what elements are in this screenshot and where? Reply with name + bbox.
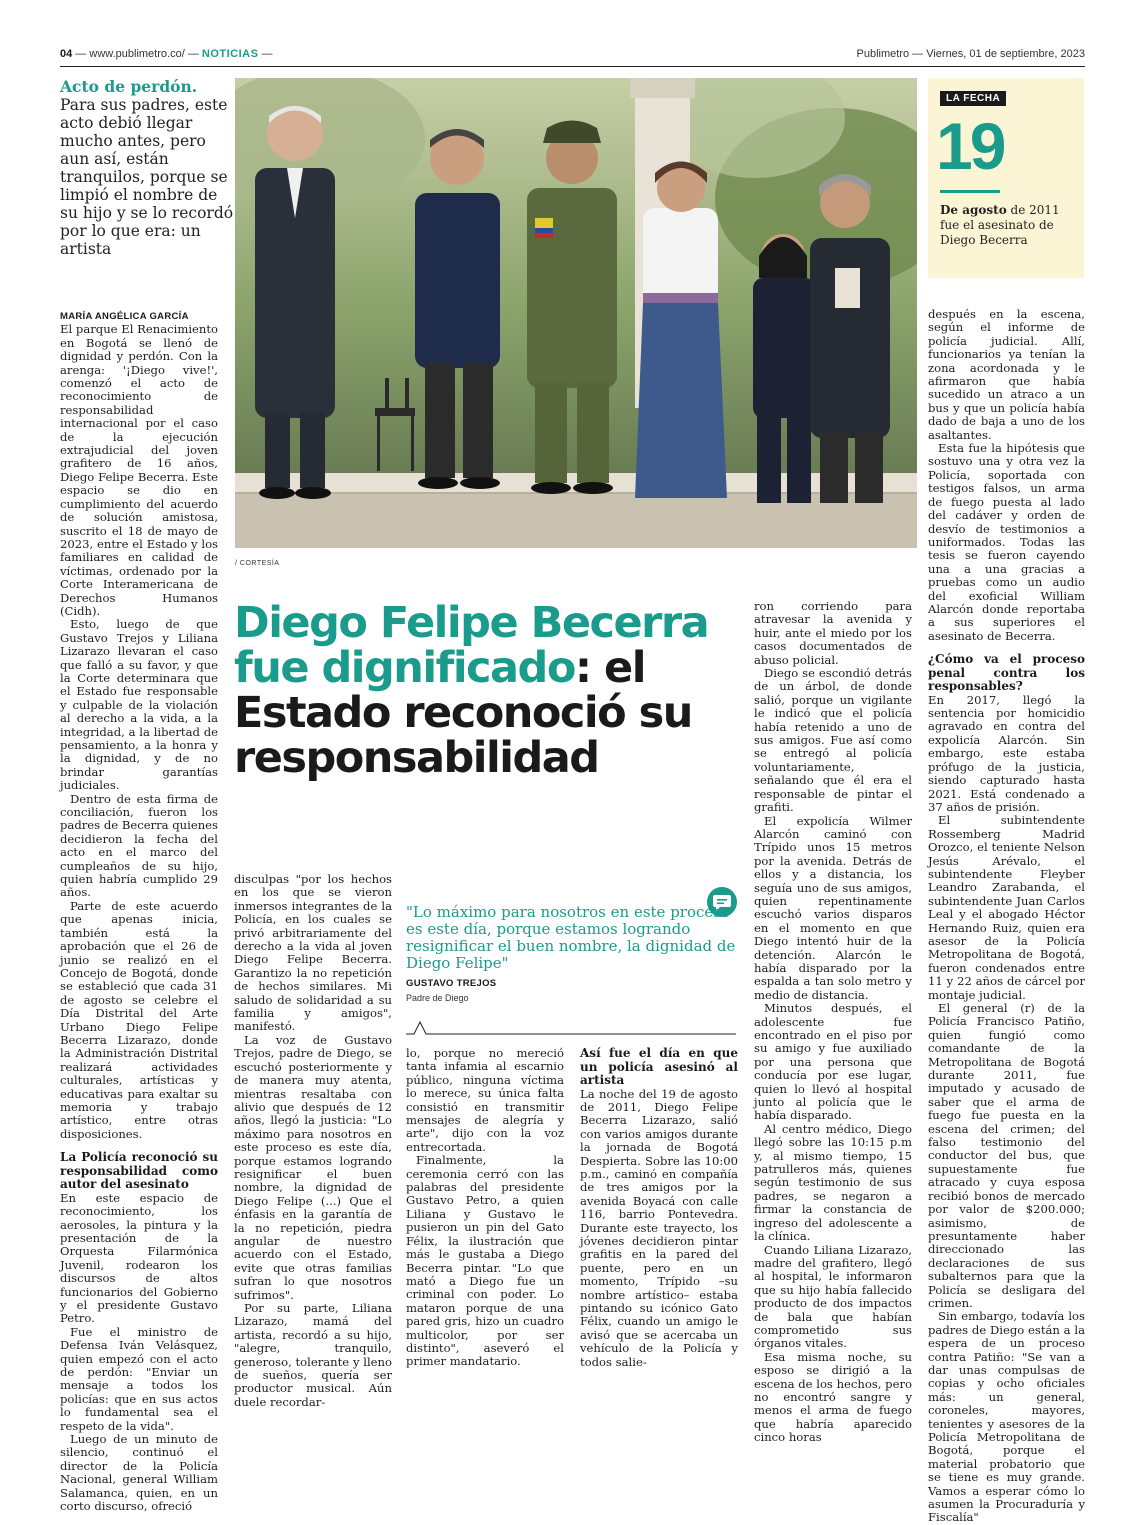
paragraph: Por su parte, Liliana Lizarazo, mamá del artista, recordó a su hijo, "alegre, tranquilo, generoso, tolerante y lleno de sueños, quería ser productor musical. Aún duele recordar-: [234, 1301, 392, 1409]
paragraph: Parte de este acuerdo que apenas inicia, también está la aprobación que el 26 de junio se realizó en el Concejo de Bogotá, donde se estableció que cada 31 de agosto se celebre el Día Distrital del Arte Urbano Diego Felipe Becerra Lizarazo, donde la Administración Distrital realizará actividades culturales, artísticas y educativas para exaltar su memoria y trabajo artístico, entre otras disposiciones.: [60, 898, 218, 1141]
pull-quote-role: Padre de Diego: [406, 993, 469, 1003]
paragraph: Diego se escondió detrás de un árbol, de donde salió, porque un vigilante le indicó que el policía había retenido a uno de sus amigos. Fue así como se entregó al policía voluntariamente, señalando que él era el responsable de pintar el grafiti.: [754, 666, 912, 815]
date-box-bold: De agosto: [940, 203, 1007, 217]
paragraph: lo, porque no mereció tanta infamia al escarnio público, ninguna víctima lo merece, su única falta consistió en transmitir mensajes de alegría y arte", dijo con la voz entrecortada.: [406, 1046, 564, 1154]
subhead: Así fue el día en que un policía asesinó al artista: [580, 1046, 738, 1087]
paragraph: Al centro médico, Diego llegó sobre las 10:15 p.m y, al mismo tiempo, 15 patrulleros más, quienes según testimonio de sus padres, se negaron a firmar la constancia de ingreso del adolescente a la clínica.: [754, 1121, 912, 1244]
paragraph: El subintendente Rossemberg Madrid Orozco, el teniente Nelson Jesús Arévalo, el subintendente Fleyber Leandro Zarabanda, el subintendente Juan Carlos Leal y el abogado Héctor Hernando Ruiz, quien era asesor de la Policía Metropolitana de Bogotá, fueron condenados entre 11 y 22 años de cárcel por montaje judicial.: [928, 813, 1085, 1002]
subhead: ¿Cómo va el proceso penal contra los responsables?: [928, 652, 1085, 694]
pull-quote-name: GUSTAVO TREJOS: [406, 978, 497, 989]
header-rule: [60, 66, 1085, 67]
paragraph: ron corriendo para atravesar la avenida y huir, ante el miedo por los casos documentados de abuso policial.: [754, 599, 912, 667]
article-column-3: [406, 1047, 564, 1369]
paragraph: disculpas "por los hechos en los que se vieron inmersos integrantes de la Policía, en los cuales se privó arbitrariamente del derecho a la vida al joven Diego Felipe Becerra. Garantizo la no repetición de hechos similares. Mi saludo de solidaridad a su familia y amigos", manifestó.: [234, 872, 392, 1034]
paragraph: después en la escena, según el informe de policía judicial. Allí, funcionarios ya tenían la zona acordonada y le afirmaron que había sucedido un atraco a un bus y que un policía había dado de baja a uno de los asaltantes.: [928, 307, 1085, 442]
paragraph: Sin embargo, todavía los padres de Diego están a la espera de un proceso contra Patiño: "Se van a dar unas compulsas de copias y ocho oficiales más: un general, coroneles, mayores, tenientes y asesores de la Policía Metropolitana de Bogotá, porque el material probatorio que se tiene es muy grande. Vamos a esperar cómo lo asumen la Procuraduría y Fiscalía": [928, 1309, 1085, 1525]
date-box-rest: de 2011 fue el asesinato de Diego Becerra: [940, 203, 1060, 247]
paragraph: Esto, luego de que Gustavo Trejos y Liliana Lizarazo llevaran el caso que falló a su favor, y que la Corte determinara que el Estado fue responsable y culpable de la violación al derecho a la vida, a la integridad, a la libertad de pensamiento, a la honra y la dignidad, y de no brindar garantías judiciales.: [60, 617, 218, 793]
paragraph: Finalmente, la ceremonia cerró con las palabras del presidente Gustavo Petro, a quien Liliana y Gustavo le pusieron un pin del Gato Félix, la ilustración que más le gustaba a Diego Becerra pintar. "Lo que mató a Diego fue un criminal con poder. Lo mataron porque de una pared gris, hizo un cuadro multicolor, por ser distinto", aseveró el primer mandatario.: [406, 1153, 564, 1369]
paragraph: Minutos después, el adolescente fue encontrado en el piso por su amigo y fue auxiliado por una persona que conducía por ese lugar, quien lo llevó al hospital junto al policía que le había disparado.: [754, 1001, 912, 1123]
paragraph: Dentro de esta firma de conciliación, fueron los padres de Becerra quienes decidieron la fecha del acto en el marco del cumpleaños de su hijo, quien habría cumplido 29 años.: [60, 791, 218, 900]
article-column-2: [234, 873, 392, 1409]
date-box-description: [940, 203, 1080, 248]
paragraph: La noche del 19 de agosto de 2011, Diego Felipe Becerra Lizarazo, salió con varios amigos durante la jornada de Bogotá Despierta. Sobre las 10:00 p.m., caminó en compañía de tres amigos por la avenida Boyacá con calle 116, barrio Pontevedra. Durante este trayecto, los jóvenes decidieron pintar grafitis en la pared del puente, pero en un momento, Trípido –su nombre artístico– estaba pintando su icónico Gato Félix, cuando un amigo le avisó que se acercaba un vehículo de la Policía y todos salie-: [580, 1086, 738, 1369]
paragraph: El general (r) de la Policía Francisco Patiño, quien fungió como comandante de la Metropolitana de Bogotá durante 2011, fue imputado y acusado de saber que el arma de fuego fue puesta en la escena del crimen; del falso testimonio del conductor del bus, que supuestamente fue atracado y cuya esposa recibió bonos de mercado por valor de $200.000; asimismo, de presuntamente haber direccionado las declaraciones de sus subalternos para que la Policía se desligara del crimen.: [928, 1001, 1085, 1310]
article-photo: [235, 78, 917, 548]
date-box-tag: LA FECHA: [940, 91, 1006, 106]
kicker-title: Acto de perdón.: [60, 77, 198, 96]
paragraph: Fue el ministro de Defensa Iván Velásquez, quien empezó con el acto de perdón: "Enviar un mensaje a todos los policías: que en sus actos lo fundamental sea el respeto de la vida".: [60, 1324, 218, 1433]
section-label: NOTICIAS: [201, 48, 259, 60]
paragraph: Cuando Liliana Lizarazo, madre del grafitero, llegó al hospital, le informaron que su hijo había fallecido producto de dos impactos de bala que habían comprometido sus órganos vitales.: [754, 1242, 912, 1351]
paragraph: En este espacio de reconocimiento, los aerosoles, la pintura y la presentación de la Orquesta Filarmónica Juvenil, rodearon los discursos de altos funcionarios del Gobierno y el presidente Gustavo Petro.: [60, 1190, 218, 1326]
ceremony-photo-illustration: [235, 78, 917, 548]
page-header: [60, 48, 1085, 64]
kicker-text: Para sus padres, este acto debió llegar mucho antes, pero aun así, están tranquilos, porque se limpió el nombre de su hijo y se lo recordó por lo que era: un artista: [60, 96, 234, 258]
page-number: 04: [60, 48, 73, 60]
article-column-5: [754, 600, 912, 1445]
byline: MARÍA ANGÉLICA GARCÍA: [60, 311, 189, 322]
headline: [234, 598, 746, 783]
pull-quote-divider: [406, 1012, 736, 1042]
paragraph: La voz de Gustavo Trejos, padre de Diego, se escuchó posteriormente y de manera muy atenta, mientras resaltaba con alivio que después de 12 años, llegó la justicia: "Lo máximo para nosotros en este proceso es este día, porque estamos logrando resignificar el buen nombre, la dignidad de Diego Felipe (...) Que el énfasis en la garantía de la no repetición, piedra angular de nuestro acuerdo con el Estado, evite que otras familias sufran lo que nosotros sufrimos".: [234, 1032, 392, 1302]
article-column-1: [60, 310, 218, 1513]
site-url: www.publimetro.co/: [89, 48, 185, 60]
kicker: [60, 78, 235, 258]
pull-quote-text: "Lo máximo para nosotros en este proceso es este día, porque estamos logrando resignificar el buen nombre, la dignidad de Diego Felipe": [406, 903, 736, 972]
paragraph: El parque El Renacimiento en Bogotá se llenó de dignidad y perdón. Con la arenga: '¡Diego vive!', comenzó el acto de reconocimiento de responsabilidad internacional por el caso de la ejecución extrajudicial del joven grafitero de 16 años, Diego Felipe Becerra. Este espacio se dio en cumplimiento del acuerdo de solución amistosa, suscrito el 18 de mayo de 2023, entre el Estado y los familiares en calidad de víctimas, ordenado por la Corte Interamericana de Derechos Humanos (Cidh).: [60, 322, 218, 618]
paragraph: El expolicía Wilmer Alarcón caminó con Trípido unos 15 metros por la avenida. Detrás de ellos y a distancia, los seguía uno de sus amigos, quien repentinamente escuchó varios disparos en el momento en que Diego intentó huir de la detención. Alarcón le había disparado por la espalda a tan solo metro y medio de distancia.: [754, 813, 912, 1002]
header-left: 04 — www.publimetro.co/ — NOTICIAS —: [60, 48, 273, 60]
photo-credit: / CORTESÍA: [235, 560, 280, 567]
date-box-underline: [940, 190, 1000, 193]
subhead: La Policía reconoció su responsabilidad como autor del asesinato: [60, 1150, 218, 1192]
headline-dark: : el Estado reconoció su responsabilidad: [234, 643, 692, 783]
headline-teal: Diego Felipe Becerra fue dignificado: [234, 598, 709, 693]
paragraph: Esta fue la hipótesis que sostuvo una y otra vez la Policía, soportada con testigos falsos, un arma de fuego puesta al lado del cadáver y orden de desvío de testimonios a uniformados. Todas las tesis se fueron cayendo una a una gracias a pruebas como un audio del exoficial William Alarcón donde reportaba a sus superiores el asesinato de Becerra.: [928, 441, 1085, 643]
publication-date: Publimetro — Viernes, 01 de septiembre, 2023: [856, 48, 1085, 60]
paragraph: Luego de un minuto de silencio, continuó el director de la Policía Nacional, general William Salamanca, quien, en un corto discurso, ofreció: [60, 1432, 218, 1514]
paragraph: En 2017, llegó la sentencia por homicidio agravado en contra del expolicía Alarcón. Sin embargo, este estaba prófugo de la justicia, siendo capturado hasta 2021. Está condenado a 37 años de prisión.: [928, 692, 1085, 814]
date-box-day: 19: [936, 109, 1004, 183]
article-column-4: [580, 1047, 738, 1369]
article-column-6: [928, 308, 1085, 1525]
date-box: [928, 78, 1084, 278]
paragraph: Esa misma noche, su esposo se dirigió a la escena de los hechos, pero no encontró sangre y menos el arma de fuego que habría aparecido cinco horas: [754, 1349, 912, 1445]
